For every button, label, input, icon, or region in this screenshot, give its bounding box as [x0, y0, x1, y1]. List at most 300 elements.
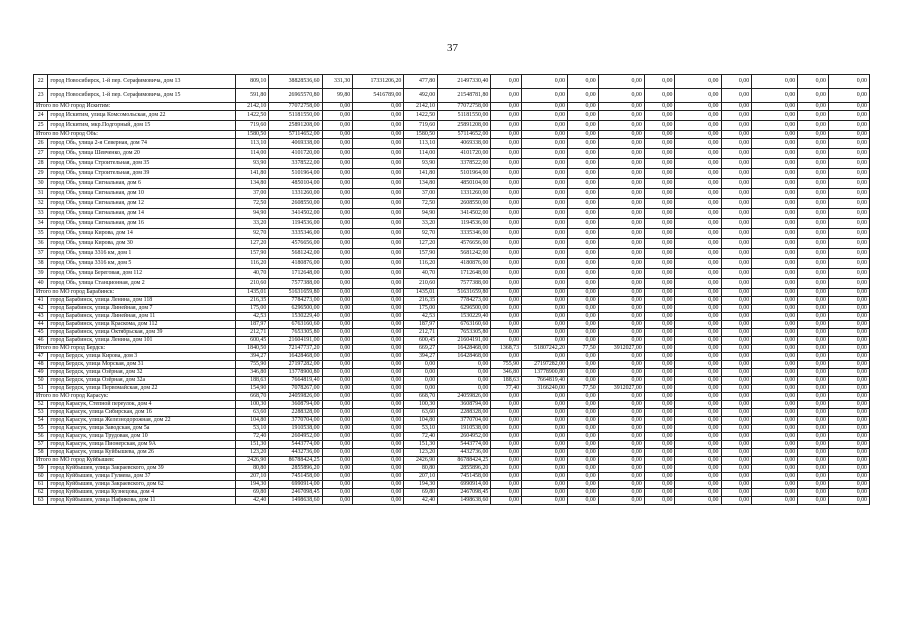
value-cell: 0,00: [798, 441, 829, 449]
value-cell: 0,00: [675, 297, 721, 305]
value-cell: 0,00: [322, 179, 353, 189]
value-cell: 0,00: [798, 329, 829, 337]
value-cell: 346,80: [235, 369, 269, 377]
value-cell: 0,00: [522, 259, 568, 269]
value-cell: 0,00: [828, 209, 869, 219]
value-cell: 0,00: [568, 229, 599, 239]
value-cell: 0,00: [721, 465, 752, 473]
address-cell: город Бердск, улица Кирова, дом 3: [48, 353, 235, 361]
row-number-cell: 57: [34, 441, 48, 449]
value-cell: 0,00: [353, 377, 404, 385]
value-cell: 0,00: [322, 473, 353, 481]
value-cell: 4101720,00: [438, 149, 491, 159]
value-cell: 0,00: [644, 313, 675, 321]
address-cell: город Карасук, улица Сибирская, дом 16: [48, 409, 235, 417]
value-cell: 0,00: [798, 179, 829, 189]
value-cell: 0,00: [598, 457, 644, 465]
value-cell: 0,00: [675, 497, 721, 505]
value-cell: 0,00: [798, 269, 829, 279]
value-cell: 0,00: [353, 401, 404, 409]
value-cell: 0,00: [644, 305, 675, 313]
table-row: [34, 279, 870, 289]
housing-program-table: [33, 74, 870, 505]
row-number-cell: 49: [34, 369, 48, 377]
value-cell: 123,20: [235, 449, 269, 457]
value-cell: 0,00: [322, 401, 353, 409]
value-cell: 0,00: [675, 329, 721, 337]
value-cell: 0,00: [721, 139, 752, 149]
value-cell: 72147737,20: [269, 345, 322, 353]
value-cell: 0,00: [491, 249, 522, 259]
value-cell: 755,90: [235, 361, 269, 369]
value-cell: 0,00: [568, 457, 599, 465]
value-cell: 0,00: [598, 139, 644, 149]
value-cell: 394,27: [235, 353, 269, 361]
value-cell: 0,00: [721, 345, 752, 353]
value-cell: 53,10: [235, 425, 269, 433]
value-cell: 216,35: [404, 297, 438, 305]
value-cell: 4180876,00: [269, 259, 322, 269]
value-cell: 0,00: [491, 229, 522, 239]
value-cell: 0,00: [721, 337, 752, 345]
value-cell: 0,00: [491, 297, 522, 305]
value-cell: 0,00: [598, 481, 644, 489]
value-cell: 0,00: [353, 259, 404, 269]
value-cell: 0,00: [491, 209, 522, 219]
value-cell: 0,00: [353, 219, 404, 229]
value-cell: 0,00: [675, 313, 721, 321]
value-cell: 0,00: [644, 489, 675, 497]
value-cell: 127,20: [404, 239, 438, 249]
value-cell: 187,97: [404, 321, 438, 329]
table-row: [34, 425, 870, 433]
value-cell: 0,00: [491, 489, 522, 497]
value-cell: 0,00: [353, 433, 404, 441]
value-cell: 0,00: [568, 219, 599, 229]
value-cell: 0,00: [598, 89, 644, 103]
value-cell: 0,00: [568, 321, 599, 329]
value-cell: 0,00: [752, 249, 798, 259]
value-cell: 212,71: [235, 329, 269, 337]
value-cell: 0,00: [721, 159, 752, 169]
value-cell: 0,00: [491, 497, 522, 505]
value-cell: 0,00: [644, 269, 675, 279]
row-number-cell: 51: [34, 385, 48, 393]
value-cell: 0,00: [752, 199, 798, 209]
value-cell: 0,00: [322, 269, 353, 279]
value-cell: 0,00: [798, 409, 829, 417]
value-cell: 24059826,00: [438, 393, 491, 401]
value-cell: 0,00: [828, 337, 869, 345]
value-cell: 53,10: [404, 425, 438, 433]
value-cell: 188,63: [235, 377, 269, 385]
value-cell: 0,00: [598, 433, 644, 441]
address-cell: город Обь, улица Сигнальная, дом 12: [48, 199, 235, 209]
value-cell: 134,80: [404, 179, 438, 189]
address-cell: город Барабинск, улица Линейная, дом 11: [48, 313, 235, 321]
table-row: [34, 189, 870, 199]
value-cell: 1331260,00: [438, 189, 491, 199]
value-cell: 0,00: [353, 409, 404, 417]
value-cell: 0,00: [721, 259, 752, 269]
value-cell: 0,00: [598, 449, 644, 457]
row-number-cell: 30: [34, 179, 48, 189]
value-cell: 151,30: [404, 441, 438, 449]
address-cell: город Карасук, улица Заводская, дом 5а: [48, 425, 235, 433]
value-cell: 0,00: [644, 385, 675, 393]
value-cell: 0,00: [353, 305, 404, 313]
value-cell: 0,00: [598, 279, 644, 289]
value-cell: 0,00: [828, 111, 869, 121]
value-cell: 0,00: [798, 75, 829, 89]
address-cell: город Куйбышев, улица Нафикова, дом 11: [48, 497, 235, 505]
value-cell: 33,20: [235, 219, 269, 229]
value-cell: 0,00: [828, 189, 869, 199]
row-number-cell: 33: [34, 209, 48, 219]
value-cell: 2855896,20: [269, 465, 322, 473]
table-row: [34, 377, 870, 385]
value-cell: 0,00: [828, 497, 869, 505]
value-cell: 0,00: [675, 229, 721, 239]
value-cell: 0,00: [598, 121, 644, 131]
value-cell: 1422,50: [235, 111, 269, 121]
value-cell: 0,00: [644, 369, 675, 377]
value-cell: 0,00: [438, 385, 491, 393]
value-cell: 0,00: [721, 305, 752, 313]
table-row: [34, 465, 870, 473]
value-cell: 0,00: [675, 179, 721, 189]
value-cell: 0,00: [322, 297, 353, 305]
value-cell: 0,00: [752, 441, 798, 449]
value-cell: 0,00: [828, 219, 869, 229]
value-cell: 0,00: [353, 329, 404, 337]
value-cell: 4576656,00: [269, 239, 322, 249]
value-cell: 0,00: [322, 353, 353, 361]
value-cell: 2426,90: [235, 457, 269, 465]
value-cell: 0,00: [721, 199, 752, 209]
row-number-cell: 38: [34, 259, 48, 269]
value-cell: 0,00: [675, 417, 721, 425]
row-number-cell: 34: [34, 219, 48, 229]
value-cell: 69,80: [404, 489, 438, 497]
value-cell: 0,00: [353, 497, 404, 505]
value-cell: 0,00: [353, 441, 404, 449]
value-cell: 0,00: [798, 393, 829, 401]
value-cell: 0,00: [721, 497, 752, 505]
value-cell: 0,00: [798, 313, 829, 321]
value-cell: 0,00: [721, 361, 752, 369]
value-cell: 0,00: [568, 497, 599, 505]
value-cell: 0,00: [568, 393, 599, 401]
value-cell: 0,00: [721, 401, 752, 409]
value-cell: 0,00: [828, 393, 869, 401]
address-cell: город Бердск, улица Первомайская, дом 22: [48, 385, 235, 393]
value-cell: 42,40: [404, 497, 438, 505]
value-cell: 0,00: [644, 279, 675, 289]
value-cell: 0,00: [568, 121, 599, 131]
table-row: [34, 313, 870, 321]
value-cell: 0,00: [522, 139, 568, 149]
value-cell: 7078267,00: [269, 385, 322, 393]
value-cell: 0,00: [828, 361, 869, 369]
table-row: [34, 489, 870, 497]
row-number-cell: 35: [34, 229, 48, 239]
table-row: [34, 219, 870, 229]
value-cell: 0,00: [798, 219, 829, 229]
row-number-cell: 27: [34, 149, 48, 159]
value-cell: 0,00: [568, 149, 599, 159]
value-cell: 0,00: [644, 209, 675, 219]
value-cell: 0,00: [644, 337, 675, 345]
value-cell: 0,00: [522, 199, 568, 209]
value-cell: 0,00: [721, 321, 752, 329]
address-cell: город Обь, улица Станционная, дом 2: [48, 279, 235, 289]
value-cell: 0,00: [644, 149, 675, 159]
value-cell: 0,00: [721, 449, 752, 457]
value-cell: 51181550,00: [438, 111, 491, 121]
value-cell: 2608550,00: [438, 199, 491, 209]
value-cell: 0,00: [828, 229, 869, 239]
value-cell: 1498638,60: [438, 497, 491, 505]
value-cell: 0,00: [828, 313, 869, 321]
value-cell: 0,00: [568, 481, 599, 489]
address-cell: город Куйбышев, улица Закраевского, дом 62: [48, 481, 235, 489]
value-cell: 0,00: [353, 279, 404, 289]
value-cell: 16428468,00: [438, 353, 491, 361]
value-cell: 0,00: [752, 279, 798, 289]
value-cell: 0,00: [491, 337, 522, 345]
row-number-cell: 62: [34, 489, 48, 497]
table-row: [34, 297, 870, 305]
table-row: [34, 497, 870, 505]
value-cell: 40,70: [235, 269, 269, 279]
row-number-cell: 56: [34, 433, 48, 441]
value-cell: 0,00: [522, 239, 568, 249]
value-cell: 0,00: [752, 473, 798, 481]
value-cell: 0,00: [828, 345, 869, 353]
value-cell: 0,00: [798, 337, 829, 345]
value-cell: 0,00: [322, 377, 353, 385]
value-cell: 0,00: [675, 209, 721, 219]
value-cell: 24059826,00: [269, 393, 322, 401]
value-cell: 0,00: [721, 297, 752, 305]
value-cell: 0,00: [721, 209, 752, 219]
address-cell: город Обь, улица 2-я Северная, дом 74: [48, 139, 235, 149]
value-cell: 210,60: [404, 279, 438, 289]
value-cell: 0,00: [598, 169, 644, 179]
value-cell: 0,00: [322, 457, 353, 465]
value-cell: 212,71: [404, 329, 438, 337]
value-cell: 2608550,00: [269, 199, 322, 209]
value-cell: 157,90: [404, 249, 438, 259]
value-cell: 0,00: [752, 313, 798, 321]
value-cell: 51631659,80: [269, 289, 322, 297]
value-cell: 51181550,00: [269, 111, 322, 121]
value-cell: 0,00: [322, 209, 353, 219]
value-cell: 0,00: [721, 425, 752, 433]
value-cell: 16428468,00: [438, 345, 491, 353]
value-cell: 0,00: [353, 489, 404, 497]
value-cell: 0,00: [353, 199, 404, 209]
value-cell: 0,00: [353, 449, 404, 457]
value-cell: 669,27: [404, 345, 438, 353]
value-cell: 0,00: [675, 189, 721, 199]
value-cell: 0,00: [752, 103, 798, 111]
value-cell: 1331260,00: [269, 189, 322, 199]
value-cell: 0,00: [353, 465, 404, 473]
value-cell: 0,00: [322, 305, 353, 313]
page-number: 37: [447, 42, 458, 54]
value-cell: 0,00: [598, 417, 644, 425]
subtotal-label-cell: Итого по МО город Бердск:: [34, 345, 236, 353]
value-cell: 0,00: [752, 131, 798, 139]
table-row: [34, 239, 870, 249]
value-cell: 0,00: [644, 433, 675, 441]
value-cell: 157,90: [235, 249, 269, 259]
value-cell: 4069338,00: [269, 139, 322, 149]
value-cell: 38828536,60: [269, 75, 322, 89]
value-cell: 2604952,00: [269, 433, 322, 441]
value-cell: 114,00: [404, 149, 438, 159]
value-cell: 0,00: [644, 393, 675, 401]
value-cell: 0,00: [522, 121, 568, 131]
value-cell: 127,20: [235, 239, 269, 249]
value-cell: 21604191,00: [269, 337, 322, 345]
value-cell: 0,00: [644, 239, 675, 249]
value-cell: 25891208,00: [269, 121, 322, 131]
address-cell: город Обь, улица Кирова, дом 30: [48, 239, 235, 249]
value-cell: 1530229,40: [438, 313, 491, 321]
value-cell: 0,00: [675, 401, 721, 409]
value-cell: 3770704,00: [438, 417, 491, 425]
value-cell: 0,00: [675, 377, 721, 385]
value-cell: 0,00: [522, 329, 568, 337]
address-cell: город Новосибирск, 1-й пер. Серафимовича, дом 13: [48, 75, 235, 89]
table-row: [34, 361, 870, 369]
value-cell: 809,10: [235, 75, 269, 89]
value-cell: 0,00: [828, 433, 869, 441]
value-cell: 77,50: [568, 385, 599, 393]
value-cell: 207,10: [404, 473, 438, 481]
value-cell: 0,00: [353, 269, 404, 279]
value-cell: 0,00: [752, 89, 798, 103]
value-cell: 0,00: [644, 449, 675, 457]
table-row: [34, 121, 870, 131]
value-cell: 21548781,80: [438, 89, 491, 103]
value-cell: 0,00: [568, 289, 599, 297]
value-cell: 0,00: [798, 189, 829, 199]
value-cell: 0,00: [721, 219, 752, 229]
value-cell: 26965570,80: [269, 89, 322, 103]
row-number-cell: 39: [34, 269, 48, 279]
value-cell: 0,00: [721, 89, 752, 103]
address-cell: город Карасук, улица Пионерская, дом 9А: [48, 441, 235, 449]
value-cell: 0,00: [491, 289, 522, 297]
value-cell: 0,00: [438, 369, 491, 377]
value-cell: 1435,01: [404, 289, 438, 297]
value-cell: 0,00: [721, 249, 752, 259]
value-cell: 0,00: [353, 313, 404, 321]
value-cell: 0,00: [675, 321, 721, 329]
value-cell: 0,00: [522, 417, 568, 425]
table-row: [34, 111, 870, 121]
value-cell: 0,00: [322, 219, 353, 229]
value-cell: 0,00: [598, 353, 644, 361]
value-cell: 0,00: [568, 131, 599, 139]
value-cell: 0,00: [353, 179, 404, 189]
value-cell: 0,00: [644, 111, 675, 121]
value-cell: 0,00: [798, 249, 829, 259]
value-cell: 0,00: [721, 239, 752, 249]
value-cell: 0,00: [828, 425, 869, 433]
row-number-cell: 46: [34, 337, 48, 345]
value-cell: 77,40: [491, 385, 522, 393]
value-cell: 0,00: [798, 259, 829, 269]
value-cell: 63,60: [404, 409, 438, 417]
value-cell: 0,00: [721, 377, 752, 385]
value-cell: 5416789,00: [353, 89, 404, 103]
value-cell: 0,00: [752, 353, 798, 361]
value-cell: 37,00: [404, 189, 438, 199]
value-cell: 0,00: [752, 139, 798, 149]
value-cell: 5101964,00: [269, 169, 322, 179]
value-cell: 0,00: [598, 393, 644, 401]
value-cell: 0,00: [675, 199, 721, 209]
value-cell: 0,00: [598, 401, 644, 409]
row-number-cell: 47: [34, 353, 48, 361]
value-cell: 0,00: [721, 473, 752, 481]
value-cell: 0,00: [752, 289, 798, 297]
value-cell: 0,00: [752, 345, 798, 353]
value-cell: 104,80: [404, 417, 438, 425]
value-cell: 0,00: [798, 433, 829, 441]
value-cell: 77072758,00: [438, 103, 491, 111]
value-cell: 0,00: [568, 103, 599, 111]
value-cell: 0,00: [522, 489, 568, 497]
value-cell: 0,00: [828, 473, 869, 481]
value-cell: 63,60: [235, 409, 269, 417]
value-cell: 0,00: [644, 401, 675, 409]
value-cell: 0,00: [322, 189, 353, 199]
value-cell: 0,00: [721, 417, 752, 425]
table-row: [34, 441, 870, 449]
value-cell: 0,00: [752, 209, 798, 219]
row-number-cell: 24: [34, 111, 48, 121]
address-cell: город Обь, улица Сигнальная, дом 16: [48, 219, 235, 229]
value-cell: 0,00: [491, 89, 522, 103]
value-cell: 0,00: [491, 425, 522, 433]
address-cell: город Куйбышев, улица Гуляева, дом 37: [48, 473, 235, 481]
value-cell: 0,00: [522, 289, 568, 297]
row-number-cell: 31: [34, 189, 48, 199]
value-cell: 0,00: [322, 369, 353, 377]
value-cell: 0,00: [644, 219, 675, 229]
address-cell: город Барабинск, улица Краскома, дом 112: [48, 321, 235, 329]
value-cell: 4101720,00: [269, 149, 322, 159]
value-cell: 0,00: [322, 361, 353, 369]
value-cell: 0,00: [752, 425, 798, 433]
value-cell: 0,00: [598, 75, 644, 89]
table-row: [34, 353, 870, 361]
value-cell: 72,40: [404, 433, 438, 441]
value-cell: 1422,50: [404, 111, 438, 121]
value-cell: 0,00: [644, 465, 675, 473]
value-cell: 0,00: [752, 305, 798, 313]
value-cell: 0,00: [828, 305, 869, 313]
value-cell: 0,00: [522, 433, 568, 441]
value-cell: 99,80: [322, 89, 353, 103]
value-cell: 0,00: [828, 239, 869, 249]
